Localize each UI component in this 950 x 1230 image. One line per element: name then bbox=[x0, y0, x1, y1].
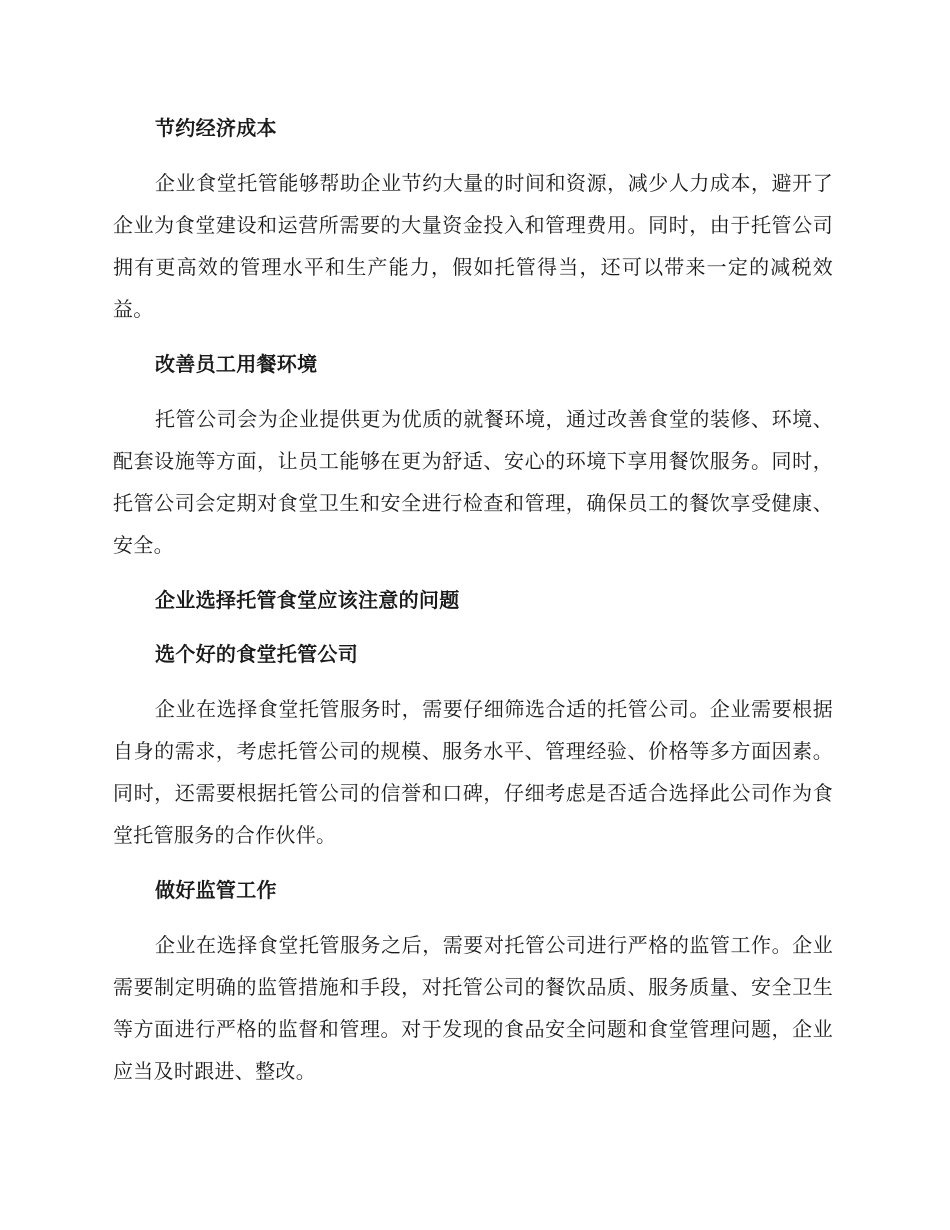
section-heading-save-costs: 节约经济成本 bbox=[155, 116, 277, 140]
section-paragraph-choose-company: 企业在选择食堂托管服务时，需要仔细筛选合适的托管公司。企业需要根据自身的需求，考虑托管公司的规模、服务水平、管理经验、价格等多方面因素。同时，还需要根据托管公司的信誉和口碑，仔细考虑是否适合选择此公司作为食堂托管服务的合作伙伴。 bbox=[113, 697, 833, 847]
section-heading-supervision: 做好监管工作 bbox=[155, 878, 277, 902]
section-heading-choose-company: 选个好的食堂托管公司 bbox=[155, 642, 358, 666]
section-paragraph-supervision: 企业在选择食堂托管服务之后，需要对托管公司进行严格的监管工作。企业需要制定明确的监管措施和手段，对托管公司的餐饮品质、服务质量、安全卫生等方面进行严格的监督和管理。对于发现的食品安全问题和食堂管理问题，企业应当及时跟进、整改。 bbox=[113, 933, 833, 1083]
section-paragraph-save-costs: 企业食堂托管能够帮助企业节约大量的时间和资源，减少人力成本，避开了企业为食堂建设和运营所需要的大量资金投入和管理费用。同时，由于托管公司拥有更高效的管理水平和生产能力，假如托管得当，还可以带来一定的减税效益。 bbox=[113, 171, 833, 321]
section-heading-dining-environment: 改善员工用餐环境 bbox=[155, 352, 318, 376]
document-body bbox=[113, 108, 833, 1106]
section-heading-issues: 企业选择托管食堂应该注意的问题 bbox=[155, 588, 460, 612]
section-paragraph-dining-environment: 托管公司会为企业提供更为优质的就餐环境，通过改善食堂的装修、环境、配套设施等方面，让员工能够在更为舒适、安心的环境下享用餐饮服务。同时，托管公司会定期对食堂卫生和安全进行检查和管理，确保员工的餐饮享受健康、安全。 bbox=[113, 407, 833, 557]
